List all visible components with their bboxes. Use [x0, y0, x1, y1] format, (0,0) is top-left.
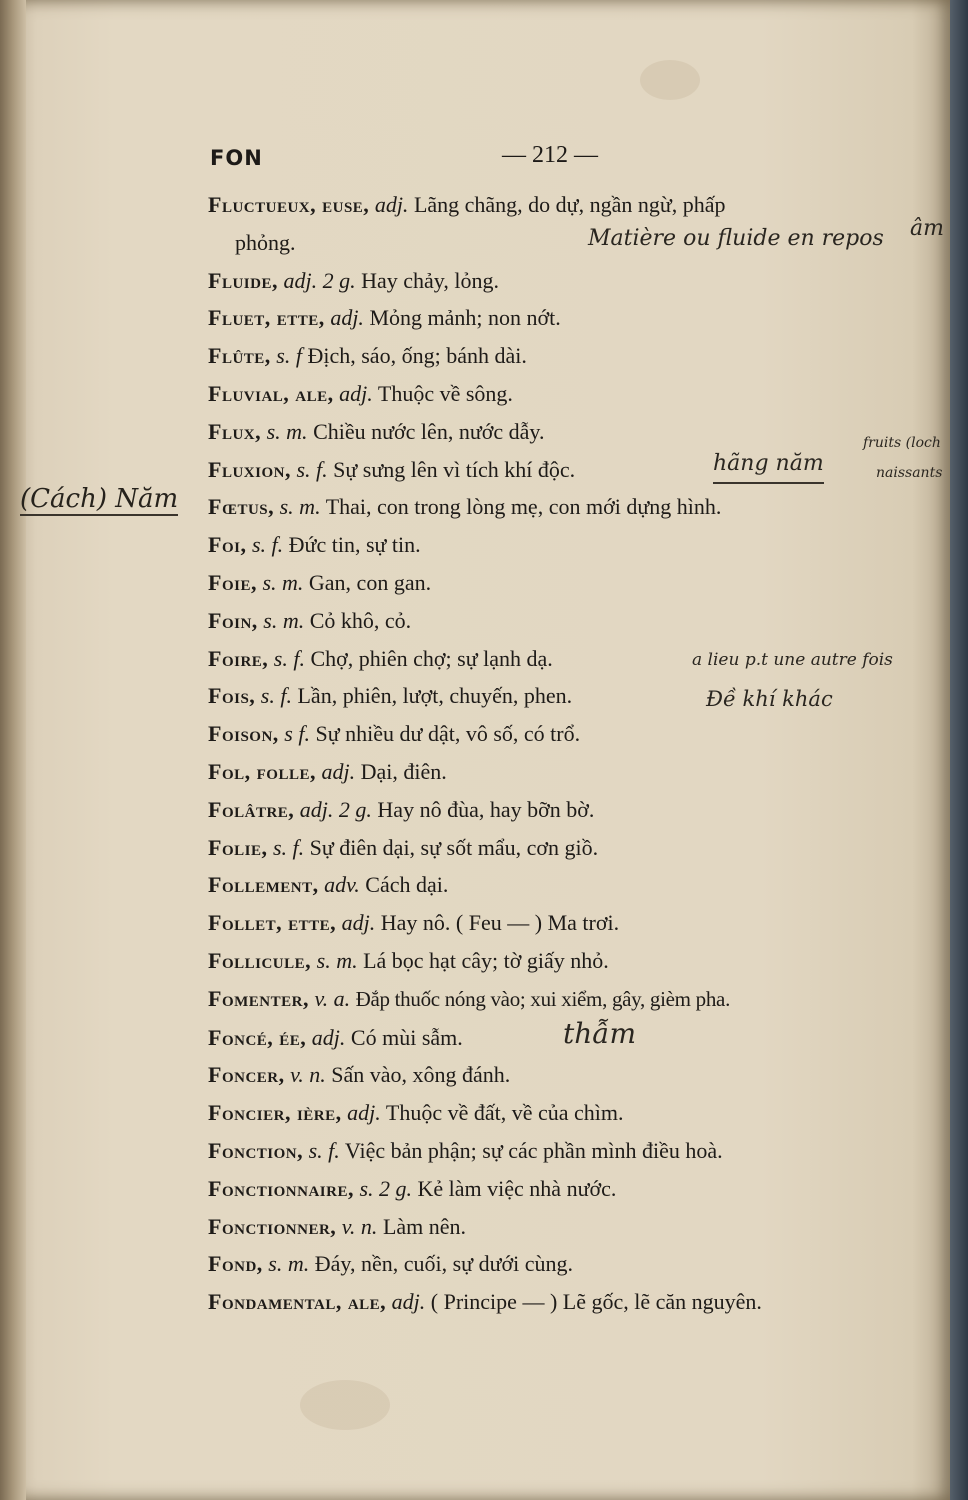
entry	[208, 299, 898, 337]
headword: Foison,	[208, 721, 279, 747]
entry	[208, 564, 898, 602]
headword: Folâtre,	[208, 796, 295, 822]
handwritten-note: âm	[910, 215, 944, 241]
headword: Foie,	[208, 569, 257, 595]
headword: Fœtus,	[208, 494, 275, 520]
grammar: s. f.	[251, 532, 284, 558]
entry	[208, 602, 898, 640]
entry	[208, 866, 898, 904]
background-edge	[950, 0, 968, 1500]
grammar: adj.	[330, 305, 364, 331]
headword: Fond,	[208, 1251, 263, 1277]
entry	[208, 942, 898, 980]
entry	[208, 715, 898, 753]
entry	[208, 1016, 898, 1057]
definition: Hay chảy, lỏng.	[361, 267, 499, 293]
grammar: adj.	[311, 1024, 346, 1050]
headword: Foncier, ière,	[208, 1100, 342, 1126]
grammar: s f.	[284, 721, 310, 747]
margin-note-left: (Cách) Năm	[20, 484, 179, 514]
definition: ( Principe — ) Lẽ gốc, lẽ căn nguyên.	[430, 1289, 762, 1315]
definition: Lần, phiên, lượt, chuyến, phen.	[297, 683, 573, 709]
grammar: s. f.	[296, 456, 328, 482]
headword: Flûte,	[208, 343, 271, 369]
entry	[208, 1245, 898, 1283]
grammar: s. f.	[308, 1137, 340, 1163]
handwritten-note: hãng năm	[713, 445, 824, 485]
definition: Hay nô đùa, hay bỡn bờ.	[377, 796, 595, 822]
headword: Follet, ette,	[208, 910, 337, 936]
headword: Fomenter,	[208, 985, 309, 1011]
definition: Chiều nước lên, nước dẫy.	[313, 418, 545, 444]
headword: Fonction,	[208, 1137, 304, 1163]
grammar: s. 2 g.	[359, 1175, 413, 1201]
dictionary-entries	[208, 186, 944, 1321]
headword: Fluide,	[208, 267, 278, 293]
headword: Fonctionnaire,	[208, 1175, 354, 1201]
entry	[208, 1094, 898, 1132]
entry	[208, 375, 898, 413]
definition: Sấn vào, xông đánh.	[331, 1062, 511, 1088]
entry	[208, 337, 898, 375]
headword: Foin,	[208, 607, 258, 633]
headword: Fluet, ette,	[208, 305, 325, 331]
definition: Sự nhiều dư dật, vô số, có trổ.	[315, 721, 581, 747]
definition: Lãng chãng, do dự, ngần ngừ, phấp	[413, 192, 726, 217]
grammar: adj.	[374, 192, 409, 217]
definition: Đắp thuốc nóng vào; xui xiểm, gây, gièm pha.	[355, 986, 731, 1011]
definition: Kẻ làm việc nhà nước.	[417, 1175, 617, 1201]
definition: Đáy, nền, cuối, sự dưới cùng.	[314, 1251, 574, 1277]
grammar: v. a.	[314, 985, 351, 1011]
grammar: s. m.	[262, 569, 304, 595]
headword: Fluxion,	[208, 456, 291, 482]
grammar: adj.	[321, 758, 356, 784]
headword: Follicule,	[208, 947, 312, 973]
entry	[208, 1170, 898, 1208]
definition: Việc bản phận; sự các phần mình điều hoà.	[344, 1137, 723, 1163]
headword: Folie,	[208, 834, 268, 860]
handwritten-note: a lieu p.t une autre fois	[692, 649, 893, 670]
handwritten-note: Đề khí khác	[706, 687, 833, 712]
grammar: s. m.	[263, 607, 305, 633]
entry	[208, 791, 898, 829]
entry	[208, 1132, 898, 1170]
grammar: s. f.	[272, 834, 305, 860]
grammar: adj. 2 g.	[283, 267, 356, 293]
definition: Có mùi sẫm.	[350, 1024, 463, 1050]
headword: Fois,	[208, 683, 256, 709]
definition: Cỏ khô, cỏ.	[309, 607, 412, 633]
entry	[208, 488, 898, 526]
entry	[208, 980, 898, 1019]
headword: Foi,	[208, 532, 247, 558]
definition: Hay nô. ( Feu — ) Ma trơi.	[380, 910, 620, 936]
definition: phỏng.	[235, 229, 296, 255]
page-header	[210, 142, 890, 182]
entry	[208, 753, 898, 791]
headword: Fluvial, ale,	[208, 380, 334, 406]
definition: Sự điên dại, sự sốt mẩu, cơn giồ.	[309, 834, 599, 860]
grammar: adj. 2 g.	[299, 796, 372, 822]
entry	[208, 904, 898, 942]
grammar: s. m.	[316, 947, 358, 973]
paper-stain	[640, 60, 700, 100]
running-head: FON	[210, 146, 263, 170]
definition: Mỏng mảnh; non nớt.	[369, 305, 561, 331]
entry	[208, 1283, 898, 1321]
definition: Làm nên.	[382, 1213, 467, 1239]
headword: Fondamental, ale,	[208, 1289, 387, 1315]
grammar: s. f.	[273, 645, 305, 671]
grammar: s. f	[276, 343, 302, 369]
handwritten-note: fruits (loch	[863, 434, 941, 451]
definition: Địch, sáo, ống; bánh dài.	[307, 343, 527, 369]
definition: Cách dại.	[365, 872, 449, 898]
entry	[208, 434, 943, 489]
headword: Foire,	[208, 645, 269, 671]
entry	[208, 526, 898, 564]
definition: Thuộc về đất, về của chìm.	[385, 1100, 624, 1126]
entry	[208, 677, 898, 715]
headword: Flux,	[208, 418, 262, 444]
grammar: adj.	[391, 1289, 426, 1315]
entry	[208, 186, 898, 224]
entry	[208, 262, 898, 300]
entry	[208, 829, 898, 867]
entry	[208, 640, 898, 678]
headword: Foncer,	[208, 1062, 285, 1088]
headword: Foncé, ée,	[208, 1024, 307, 1050]
headword: Fol, folle,	[208, 758, 316, 784]
grammar: v. n.	[341, 1213, 378, 1239]
definition: Đức tin, sự tin.	[288, 532, 421, 558]
definition: Sự sưng lên vì tích khí độc.	[333, 456, 576, 482]
handwritten-note: naissants	[876, 464, 943, 481]
grammar: s. f.	[260, 683, 292, 709]
definition: Chợ, phiên chợ; sự lạnh dạ.	[310, 645, 553, 671]
entry	[208, 1208, 898, 1246]
paper-stain	[300, 1380, 390, 1430]
handwritten-note: Matière ou fluide en repos	[588, 225, 884, 251]
binding-gutter	[0, 0, 26, 1500]
grammar: s. m.	[268, 1251, 310, 1277]
definition: Lá bọc hạt cây; tờ giấy nhỏ.	[363, 947, 609, 973]
page-number: — 212 —	[502, 142, 598, 168]
headword: Fluctueux, euse,	[208, 192, 370, 217]
grammar: s. m.	[266, 418, 308, 444]
headword: Fonctionner,	[208, 1213, 337, 1239]
definition: Thuộc về sông.	[377, 380, 513, 406]
grammar: adv.	[324, 872, 360, 898]
grammar: s. m.	[279, 494, 321, 520]
grammar: adj.	[341, 910, 376, 936]
definition: Dại, điên.	[360, 758, 447, 784]
handwritten-note: thẫm	[563, 1016, 636, 1050]
grammar: adj.	[339, 380, 373, 406]
definition: Gan, con gan.	[308, 569, 432, 595]
entry	[208, 1056, 898, 1094]
grammar: v. n.	[290, 1062, 326, 1088]
entry-continuation	[208, 215, 944, 262]
headword: Follement,	[208, 872, 319, 898]
grammar: adj.	[347, 1100, 381, 1126]
definition: Thai, con trong lòng mẹ, con mới dựng hình.	[325, 494, 722, 520]
